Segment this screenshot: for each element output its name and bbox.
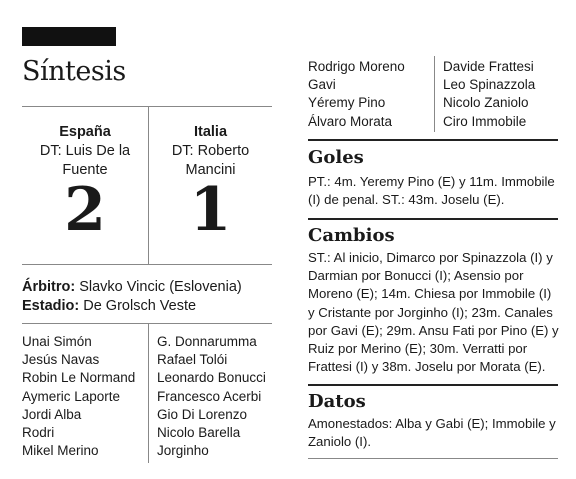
data-title: Datos bbox=[308, 391, 366, 412]
list-item: Leonardo Bonucci bbox=[157, 370, 266, 386]
goals-text: PT.: 4m. Yeremy Pino (E) y 11m. Immobile (I) de penal. ST.: 43m. Joselu (E). bbox=[308, 174, 555, 208]
away-team-name: Italia bbox=[193, 124, 228, 140]
stadium-line bbox=[22, 297, 196, 316]
divider bbox=[148, 323, 149, 463]
list-item: Yéremy Pino bbox=[308, 95, 386, 111]
home-lineup-continued bbox=[308, 58, 405, 131]
header-bar bbox=[22, 27, 116, 46]
stadium-value: De Grolsch Veste bbox=[79, 298, 197, 314]
home-team-name: España bbox=[59, 124, 111, 140]
home-team-score: 2 bbox=[64, 175, 106, 245]
list-item: Ciro Immobile bbox=[443, 113, 527, 129]
home-team bbox=[22, 123, 148, 245]
divider bbox=[22, 106, 272, 107]
divider bbox=[22, 323, 272, 324]
substitutions-title: Cambios bbox=[308, 225, 395, 246]
list-item: G. Donnarumma bbox=[157, 334, 257, 349]
list-item: Robin Le Normand bbox=[22, 370, 136, 386]
goals-title: Goles bbox=[308, 147, 364, 168]
list-item: Gio Di Lorenzo bbox=[157, 406, 248, 422]
referee-label: Árbitro: bbox=[22, 279, 76, 295]
list-item: Nicolo Zaniolo bbox=[443, 95, 529, 111]
away-team-score: 1 bbox=[189, 175, 232, 245]
list-item: Mikel Merino bbox=[22, 443, 99, 459]
home-team-coach: DT: Luis De la Fuente bbox=[39, 143, 131, 178]
substitutions-text: ST.: Al inicio, Dimarco por Spinazzola (I) y Darmian por Bonucci (I); Asensio por Moreno (E); 14m. Chiesa por Immobile (I) y Cristante por Jorginho (I); 23m. Canales por Gavi (E); 29m. Ansu Fati por Pino (E) y Ruiz por Merino (E); 30m. Verratti por Frattesi (I) y 38m. Joselu por Morata (E). bbox=[308, 250, 559, 375]
divider bbox=[308, 218, 558, 220]
list-item: Nicolo Barella bbox=[157, 425, 241, 441]
list-item: Gavi bbox=[308, 77, 336, 93]
list-item: Rodri bbox=[22, 425, 55, 441]
stadium-label: Estadio: bbox=[22, 298, 80, 314]
divider bbox=[434, 56, 435, 132]
list-item: Leo Spinazzola bbox=[443, 77, 536, 93]
referee-line bbox=[22, 278, 242, 297]
list-item: Aymeric Laporte bbox=[22, 388, 121, 404]
data-text: Amonestados: Alba y Gabi (E); Immobile y Zaniolo (I). bbox=[308, 416, 556, 450]
away-team bbox=[149, 123, 272, 245]
list-item: Jesús Navas bbox=[22, 352, 100, 368]
list-item: Rafael Tolói bbox=[157, 352, 228, 368]
list-item: Álvaro Morata bbox=[308, 113, 393, 129]
page-title: Síntesis bbox=[22, 56, 126, 87]
list-item: Unai Simón bbox=[22, 334, 92, 349]
list-item: Jordi Alba bbox=[22, 406, 82, 422]
divider bbox=[308, 139, 558, 141]
referee-value: Slavko Vincic (Eslovenia) bbox=[75, 279, 242, 295]
away-lineup-continued bbox=[443, 58, 535, 131]
away-team-coach: DT: Roberto Mancini bbox=[171, 143, 250, 178]
list-item: Jorginho bbox=[157, 443, 209, 459]
divider bbox=[308, 458, 558, 459]
divider bbox=[308, 384, 558, 386]
list-item: Davide Frattesi bbox=[443, 59, 534, 74]
list-item: Francesco Acerbi bbox=[157, 388, 262, 404]
home-lineup bbox=[22, 333, 135, 460]
divider bbox=[22, 264, 272, 265]
away-lineup bbox=[157, 333, 266, 460]
list-item: Rodrigo Moreno bbox=[308, 59, 405, 74]
